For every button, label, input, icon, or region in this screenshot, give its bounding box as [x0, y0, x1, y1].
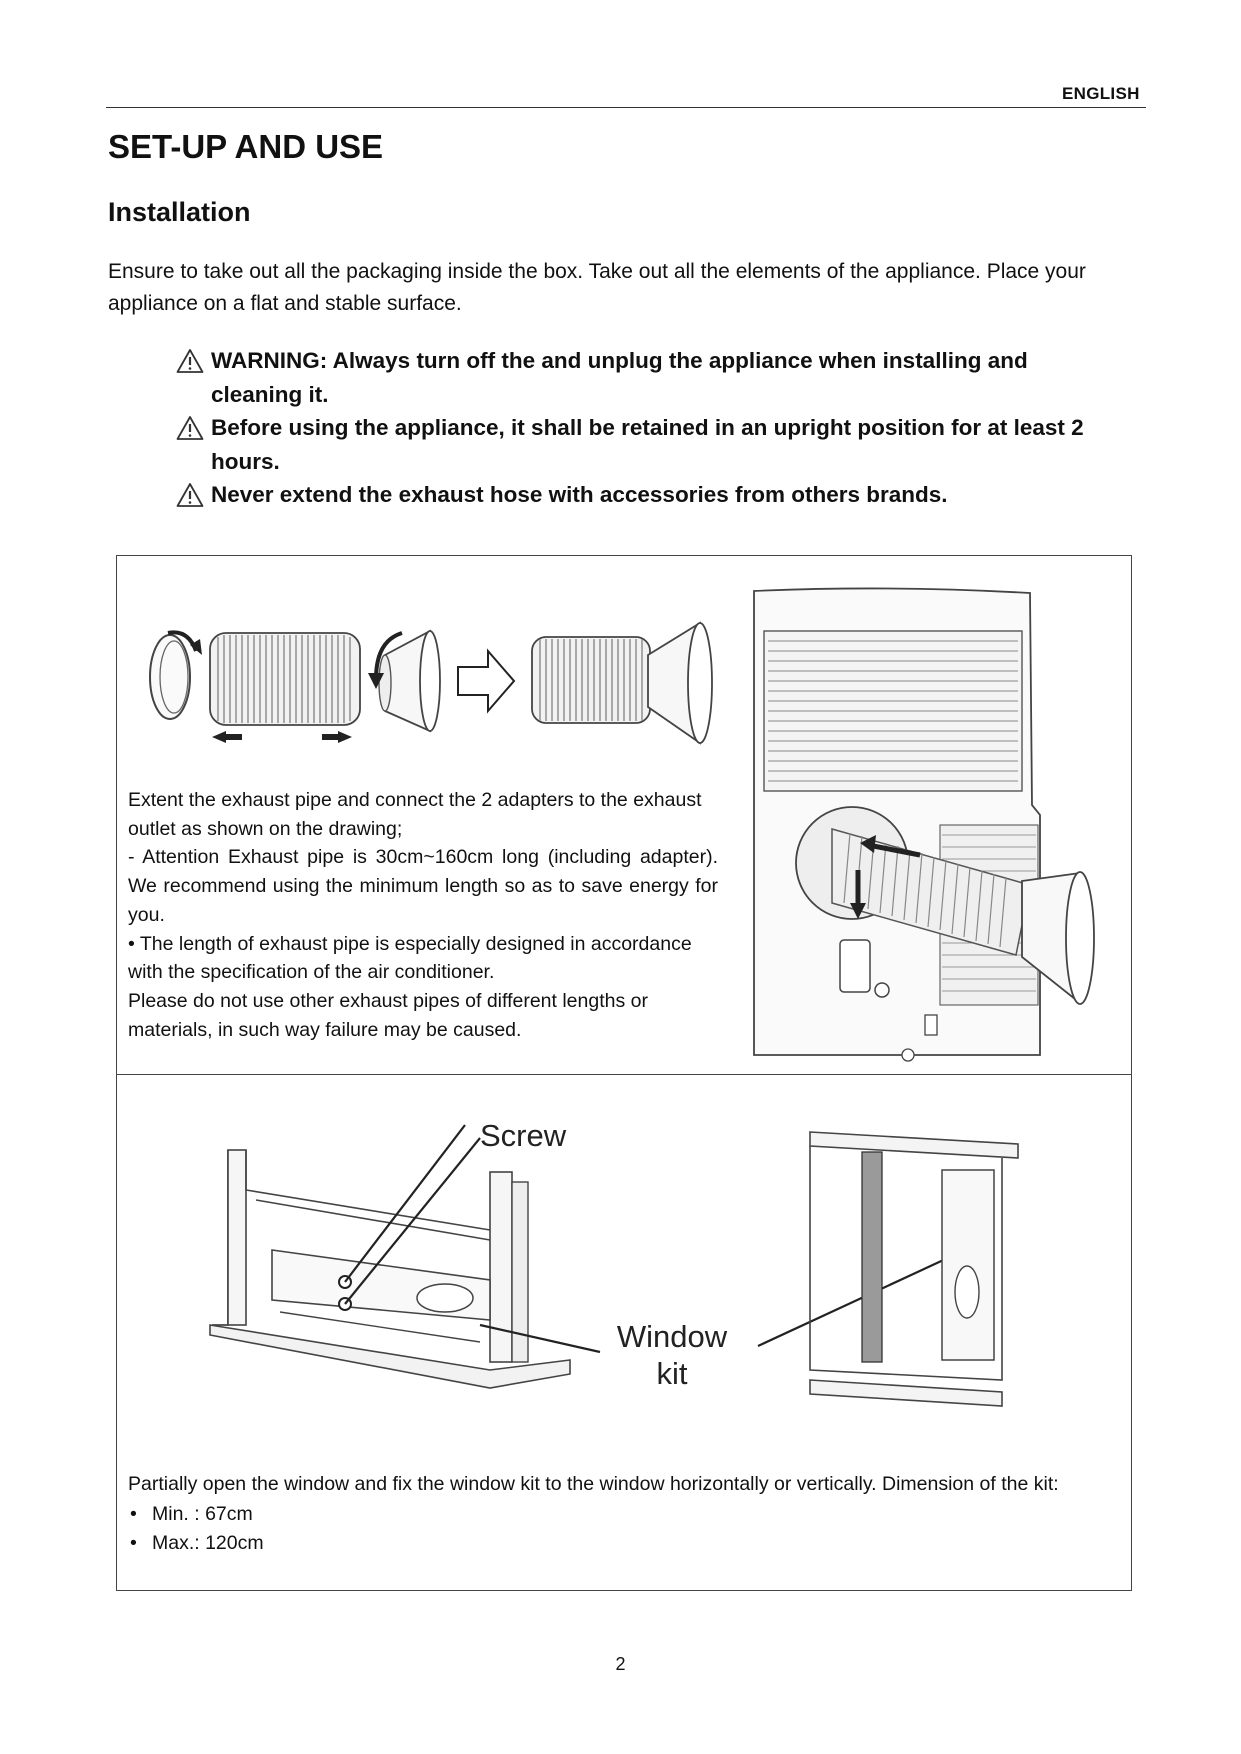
warning-text: Never extend the exhaust hose with accessories from others brands. — [211, 482, 948, 507]
window-kit-note — [128, 1470, 1124, 1559]
window-kit-label: Window — [616, 1319, 728, 1354]
dimension-min: • Min. : 67cm — [128, 1500, 1124, 1530]
page-title: SET-UP AND USE — [108, 128, 384, 165]
dimension-max: • Max.: 120cm — [128, 1529, 1124, 1559]
section-title: Installation — [108, 197, 251, 227]
arrow-right-icon — [458, 651, 514, 711]
page-number: 2 — [615, 1654, 626, 1674]
intro-paragraph: Ensure to take out all the packaging inside the box. Take out all the elements of the appliance. Place your appliance on a flat and stable surface. — [108, 260, 1086, 315]
warning-item — [176, 478, 1116, 512]
warning-text: WARNING: Always turn off the and unplug the appliance when installing and cleaning it. — [211, 348, 1028, 407]
window-kit-label: kit — [656, 1356, 688, 1391]
warning-triangle-icon — [176, 415, 204, 441]
hose-icon — [210, 633, 360, 743]
air-conditioner-unit-icon — [754, 588, 1040, 1061]
warning-triangle-icon — [176, 482, 204, 508]
warning-text: Before using the appliance, it shall be retained in an upright position for at least 2 hours. — [211, 415, 1084, 474]
horizontal-window-icon — [210, 1150, 570, 1388]
warning-triangle-icon — [176, 348, 204, 374]
note-line: - Attention Exhaust pipe is 30cm~160cm long (including adapter). We recommend using the minimum length so as to save energy for you. — [128, 846, 718, 926]
note-line: Please do not use other exhaust pipes of different lengths or materials, in such way failure may be caused. — [128, 989, 648, 1041]
dimension-list — [128, 1500, 1124, 1559]
warning-item — [176, 411, 1116, 478]
vertical-window-icon — [810, 1132, 1018, 1406]
warning-list — [176, 344, 1116, 512]
warning-item — [176, 344, 1116, 411]
ring-adapter-icon — [150, 632, 202, 719]
note-line: • The length of exhaust pipe is especially designed in accordance with the specification of the air conditioner. — [128, 932, 692, 984]
figure-divider — [116, 1074, 1132, 1075]
header-rule — [106, 107, 1146, 108]
air-conditioner-with-hose-illustration — [740, 585, 1112, 1070]
screw-label: Screw — [480, 1118, 567, 1153]
exhaust-pipe-note — [128, 786, 718, 1044]
window-kit-installation-illustration — [190, 1110, 1060, 1430]
language-label: ENGLISH — [1062, 84, 1140, 103]
exhaust-pipe-assembly-illustration — [140, 615, 730, 755]
flared-adapter-icon — [368, 631, 440, 731]
assembled-hose-icon — [532, 623, 712, 743]
window-kit-text: Partially open the window and fix the window kit to the window horizontally or vertically. Dimension of the kit: — [128, 1473, 1059, 1495]
note-line: Extent the exhaust pipe and connect the 2 adapters to the exhaust outlet as shown on the drawing; — [128, 789, 702, 840]
